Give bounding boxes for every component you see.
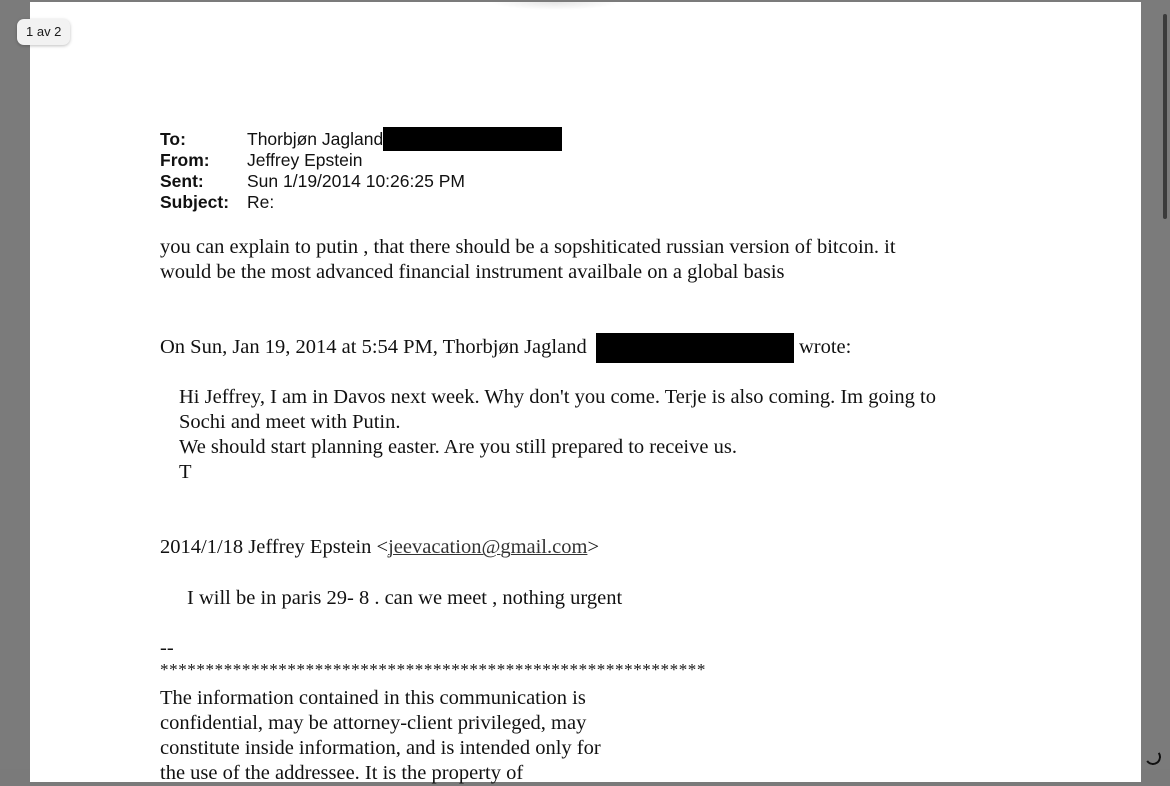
quote-intro: [160, 335, 851, 363]
from-value: Jeffrey Epstein: [247, 150, 363, 170]
email-header: [160, 129, 562, 213]
page-top-shadow: [490, 2, 620, 10]
signature-dash: --: [160, 637, 174, 659]
quote-line-4: T: [179, 461, 192, 483]
quote-line-3: We should start planning easter. Are you still prepared to receive us.: [179, 436, 737, 458]
sent-row: [160, 171, 562, 192]
separator-stars: ************************************************************: [160, 660, 706, 679]
to-row: [160, 129, 562, 150]
reply-line-1: you can explain to putin , that there should be a sopshiticated russian version of bitcoin. it: [160, 236, 896, 258]
quote2-intro: [160, 535, 599, 560]
disclaimer-line-2: confidential, may be attorney-client privileged, may: [160, 712, 587, 734]
quote2-intro-suffix: >: [587, 536, 599, 558]
quote-line-1: Hi Jeffrey, I am in Davos next week. Why don't you come. Terje is also coming. Im going to: [179, 386, 936, 408]
quote2-intro-prefix: 2014/1/18 Jeffrey Epstein <: [160, 536, 389, 558]
sent-value: Sun 1/19/2014 10:26:25 PM: [247, 171, 465, 191]
document-page: [30, 2, 1141, 782]
subject-label: Subject:: [160, 192, 230, 212]
redaction-bar: [596, 333, 794, 363]
vertical-scrollbar[interactable]: [1163, 14, 1167, 219]
disclaimer-line-1: The information contained in this communication is: [160, 687, 586, 709]
quote-intro-suffix: wrote:: [798, 336, 852, 358]
subject-row: [160, 192, 562, 213]
quote-intro-prefix: On Sun, Jan 19, 2014 at 5:54 PM, Thorbjøn Jagland: [160, 336, 587, 358]
quote-line-2: Sochi and meet with Putin.: [179, 411, 401, 433]
from-row: [160, 150, 562, 171]
to-label: To:: [160, 129, 186, 149]
disclaimer-line-3: constitute inside information, and is intended only for: [160, 737, 601, 759]
to-value-wrap: [247, 129, 562, 150]
loading-spinner-icon: [1144, 748, 1163, 767]
quote2-line-1: I will be in paris 29- 8 . can we meet , nothing urgent: [187, 587, 623, 609]
subject-value: Re:: [247, 192, 275, 212]
disclaimer-line-4: the use of the addressee. It is the property of: [160, 762, 524, 784]
from-label: From:: [160, 150, 210, 170]
reply-line-2: would be the most advanced financial instrument availbale on a global basis: [160, 261, 785, 283]
to-value: Thorbjøn Jagland: [247, 129, 384, 149]
sent-label: Sent:: [160, 171, 204, 191]
page-counter-badge: 1 av 2: [17, 19, 70, 45]
redaction-bar: [383, 127, 562, 151]
email-link[interactable]: jeevacation@gmail.com: [388, 536, 588, 558]
